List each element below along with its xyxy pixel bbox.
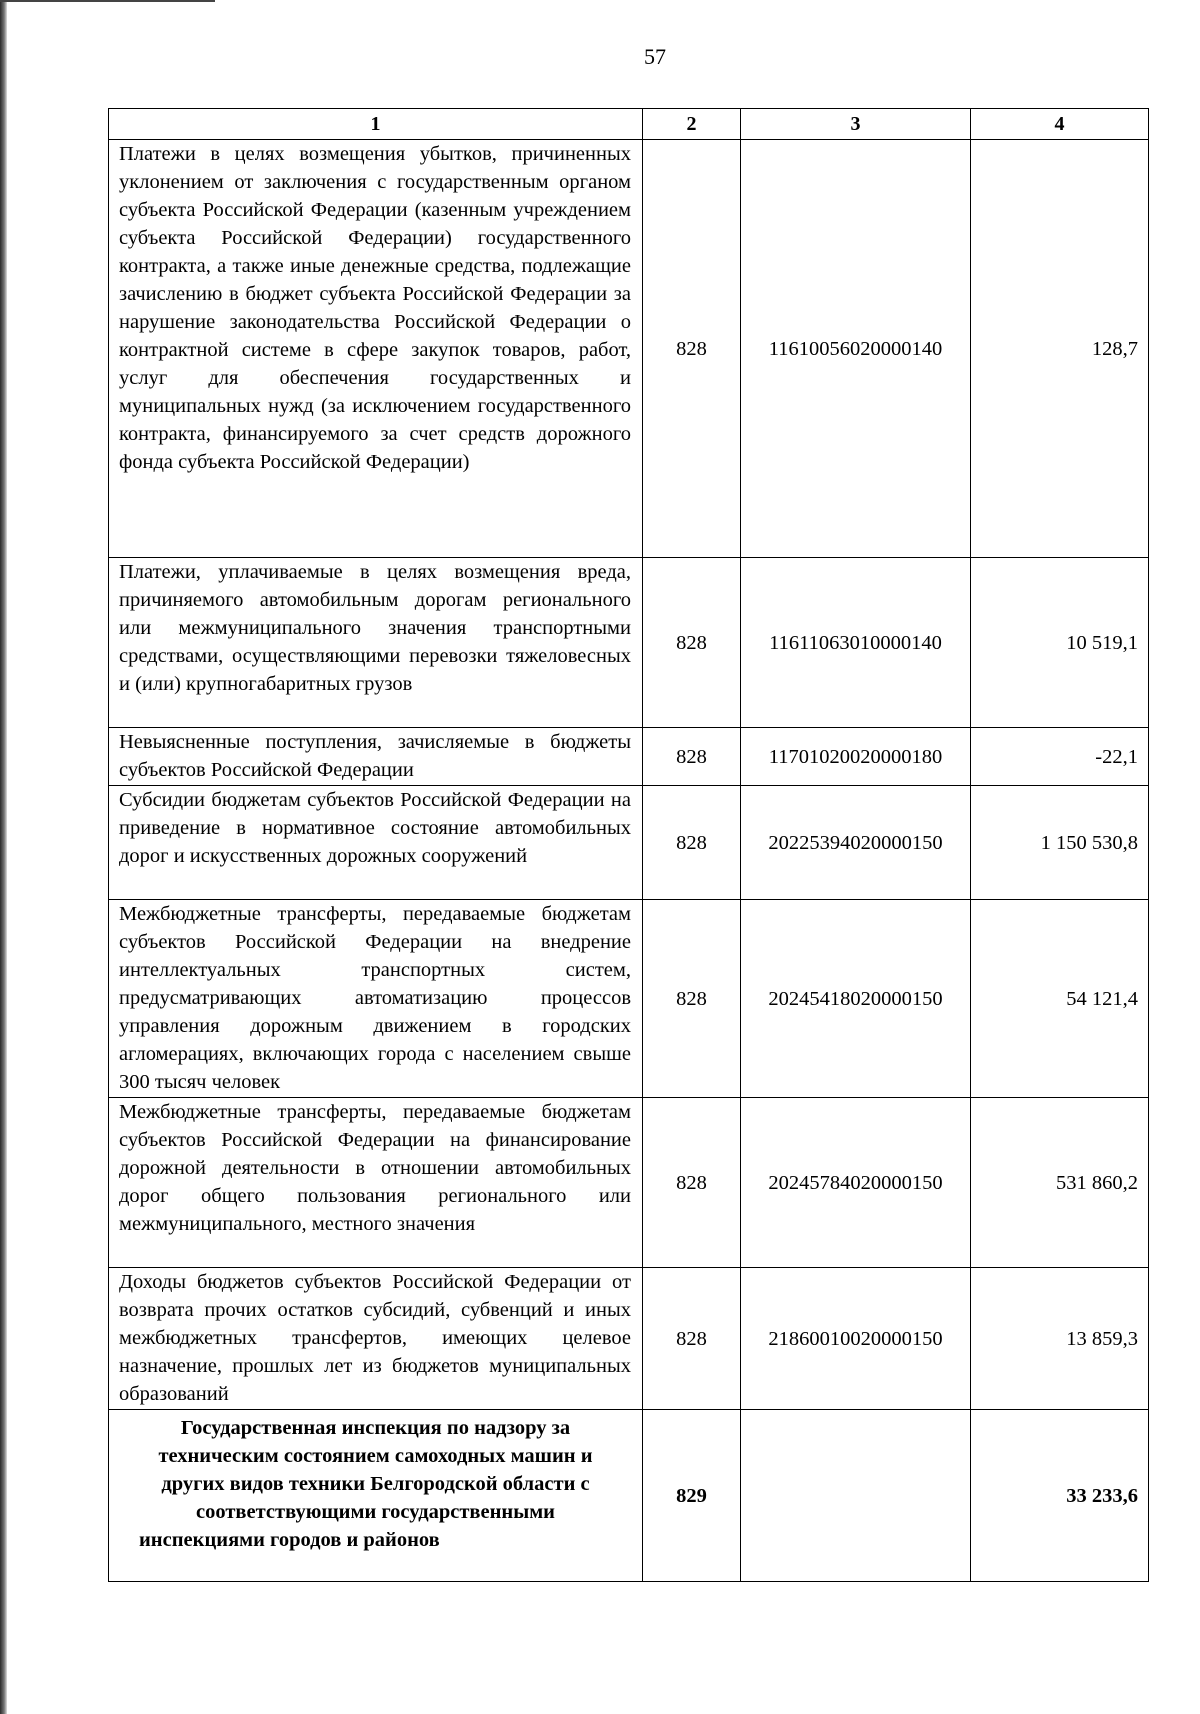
row-description: Невыясненные поступления, зачисляемые в бюджеты субъектов Российской Федерации [109,728,643,786]
table-header-row [109,109,1149,140]
header-col-4: 4 [971,109,1149,140]
row-description: Платежи в целях возмещения убытков, причиненных уклонением от заключения с государственным органом субъекта Российской Федерации (казенным учреждением субъекта Российской Федерации) государственного контракта, а также иные денежные средства, подлежащие зачислению в бюджет субъекта Российской Федерации за нарушение законодательства Российской Федерации о контрактной системе в сфере закупок товаров, работ, услуг для обеспечения государственных и муниципальных нужд (за исключением государственного контракта, финансируемого за счет средств дорожного фонда субъекта Российской Федерации) [109,140,643,558]
row-kbk-code: 11610056020000140 [741,140,971,558]
table-row [109,728,1149,786]
row-admin-code: 828 [643,140,741,558]
summary-kbk-code [741,1410,971,1582]
row-amount: 54 121,4 [971,900,1149,1098]
page-number: 57 [644,44,666,69]
summary-admin-code: 829 [643,1410,741,1582]
header-col-2: 2 [643,109,741,140]
row-admin-code: 828 [643,1098,741,1268]
scan-top-line [0,0,215,2]
header-col-1: 1 [109,109,643,140]
scan-edge-shadow [0,0,7,1714]
row-description: Межбюджетные трансферты, передаваемые бюджетам субъектов Российской Федерации на внедрение интеллектуальных транспортных систем, предусматривающих автоматизацию процессов управления дорожным движением в городских агломерациях, включающих города с населением свыше 300 тысяч человек [109,900,643,1098]
row-amount: -22,1 [971,728,1149,786]
row-description: Субсидии бюджетам субъектов Российской Федерации на приведение в нормативное состояние автомобильных дорог и искусственных дорожных сооружений [109,786,643,900]
row-kbk-code: 21860010020000150 [741,1268,971,1410]
row-amount: 531 860,2 [971,1098,1149,1268]
table-row [109,140,1149,558]
revenue-table [108,108,1149,1582]
row-kbk-code: 11701020020000180 [741,728,971,786]
table-row [109,786,1149,900]
summary-description: Государственная инспекция по надзору за техническим состоянием самоходных машин и других видов техники Белгородской области с соответствующими государственными инспекциями городов и районов [109,1410,643,1582]
row-amount: 1 150 530,8 [971,786,1149,900]
row-kbk-code: 11611063010000140 [741,558,971,728]
row-description: Межбюджетные трансферты, передаваемые бюджетам субъектов Российской Федерации на финансирование дорожной деятельности в отношении автомобильных дорог общего пользования регионального или межмуниципального, местного значения [109,1098,643,1268]
row-kbk-code: 20245418020000150 [741,900,971,1098]
row-admin-code: 828 [643,786,741,900]
summary-amount: 33 233,6 [971,1410,1149,1582]
table-row-summary [109,1410,1149,1582]
row-admin-code: 828 [643,1268,741,1410]
row-kbk-code: 20225394020000150 [741,786,971,900]
row-amount: 128,7 [971,140,1149,558]
row-admin-code: 828 [643,728,741,786]
row-admin-code: 828 [643,558,741,728]
row-description: Доходы бюджетов субъектов Российской Федерации от возврата прочих остатков субсидий, субвенций и иных межбюджетных трансфертов, имеющих целевое назначение, прошлых лет из бюджетов муниципальных образований [109,1268,643,1410]
row-amount: 13 859,3 [971,1268,1149,1410]
table-row [109,900,1149,1098]
table-row [109,1098,1149,1268]
row-description: Платежи, уплачиваемые в целях возмещения вреда, причиняемого автомобильным дорогам регионального или межмуниципального значения транспортными средствами, осуществляющими перевозки тяжеловесных и (или) крупногабаритных грузов [109,558,643,728]
header-col-3: 3 [741,109,971,140]
row-kbk-code: 20245784020000150 [741,1098,971,1268]
table-row [109,558,1149,728]
table-row [109,1268,1149,1410]
row-amount: 10 519,1 [971,558,1149,728]
row-admin-code: 828 [643,900,741,1098]
